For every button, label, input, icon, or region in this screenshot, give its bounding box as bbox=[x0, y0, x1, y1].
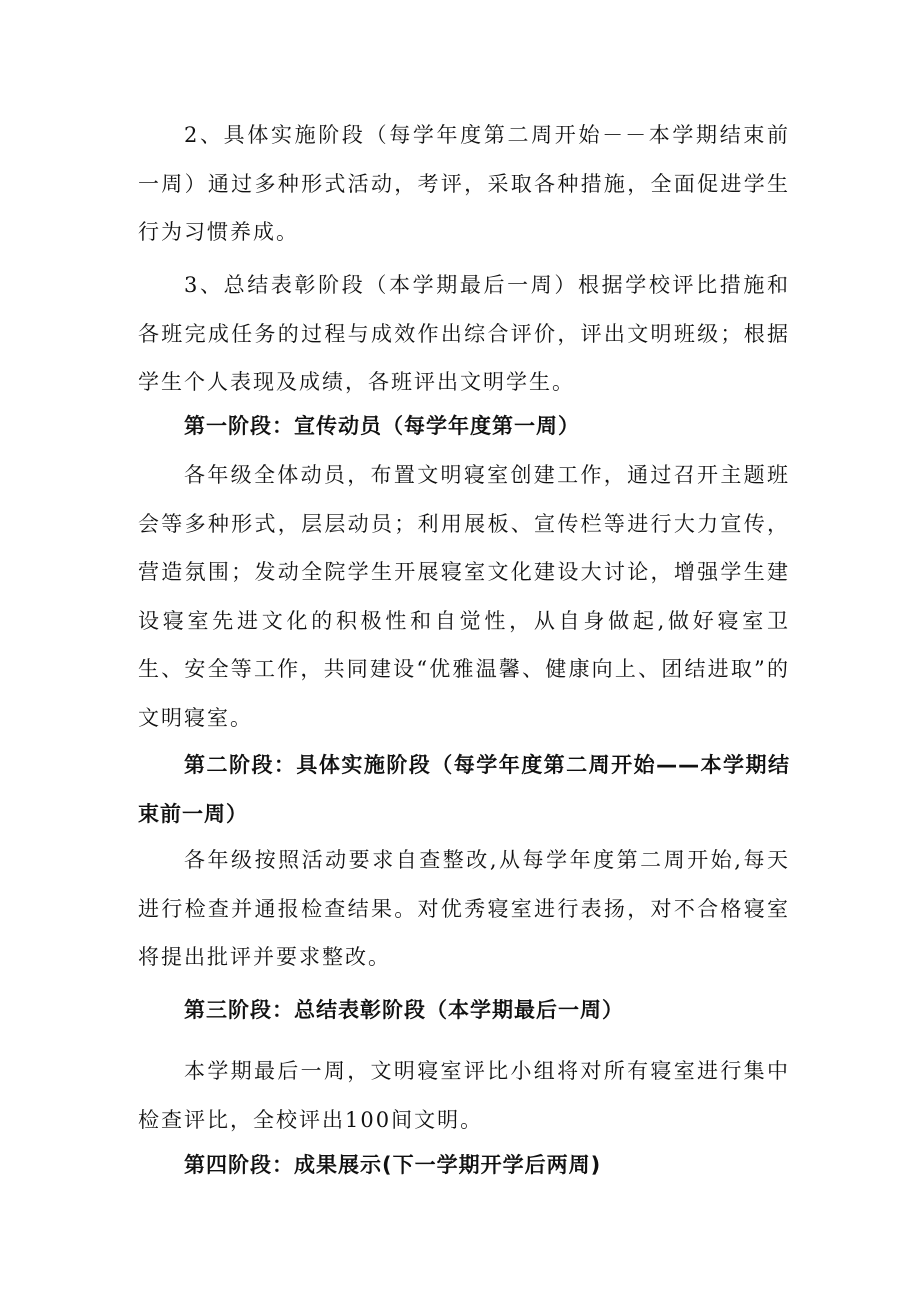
paragraph-stage-one-body: 各年级全体动员，布置文明寝室创建工作，通过召开主题班会等多种形式，层层动员；利用展板、宣传栏等进行大力宣传，营造氛围；发动全院学生开展寝室文化建设大讨论，增强学生建设寝室先进文化的积极性和自觉性，从自身做起,做好寝室卫生、安全等工作，共同建设“优雅温馨、健康向上、团结进取”的文明寝室。 bbox=[138, 463, 790, 730]
paragraph-implementation-stage: 2、具体实施阶段（每学年度第二周开始－－本学期结束前一周）通过多种形式活动，考评，采取各种措施，全面促进学生行为习惯养成。 bbox=[138, 123, 790, 244]
heading-stage-three: 第三阶段：总结表彰阶段（本学期最后一周） bbox=[184, 998, 624, 1022]
paragraph-stage-two-body: 各年级按照活动要求自查整改,从每学年度第二周开始,每天进行检查并通报检查结果。对优秀寝室进行表扬，对不合格寝室将提出批评并要求整改。 bbox=[138, 848, 790, 969]
paragraph-stage-three-body: 本学期最后一周，文明寝室评比小组将对所有寝室进行集中检查评比，全校评出100间文明。 bbox=[138, 1059, 790, 1132]
heading-stage-four: 第四阶段：成果展示(下一学期开学后两周) bbox=[184, 1153, 602, 1177]
heading-stage-two: 第二阶段：具体实施阶段（每学年度第二周开始——本学期结束前一周） bbox=[138, 753, 790, 826]
paragraph-summary-stage: 3、总结表彰阶段（本学期最后一周）根据学校评比措施和各班完成任务的过程与成效作出综合评价，评出文明班级；根据学生个人表现及成绩，各班评出文明学生。 bbox=[138, 273, 790, 394]
heading-stage-one: 第一阶段：宣传动员（每学年度第一周） bbox=[184, 414, 580, 438]
